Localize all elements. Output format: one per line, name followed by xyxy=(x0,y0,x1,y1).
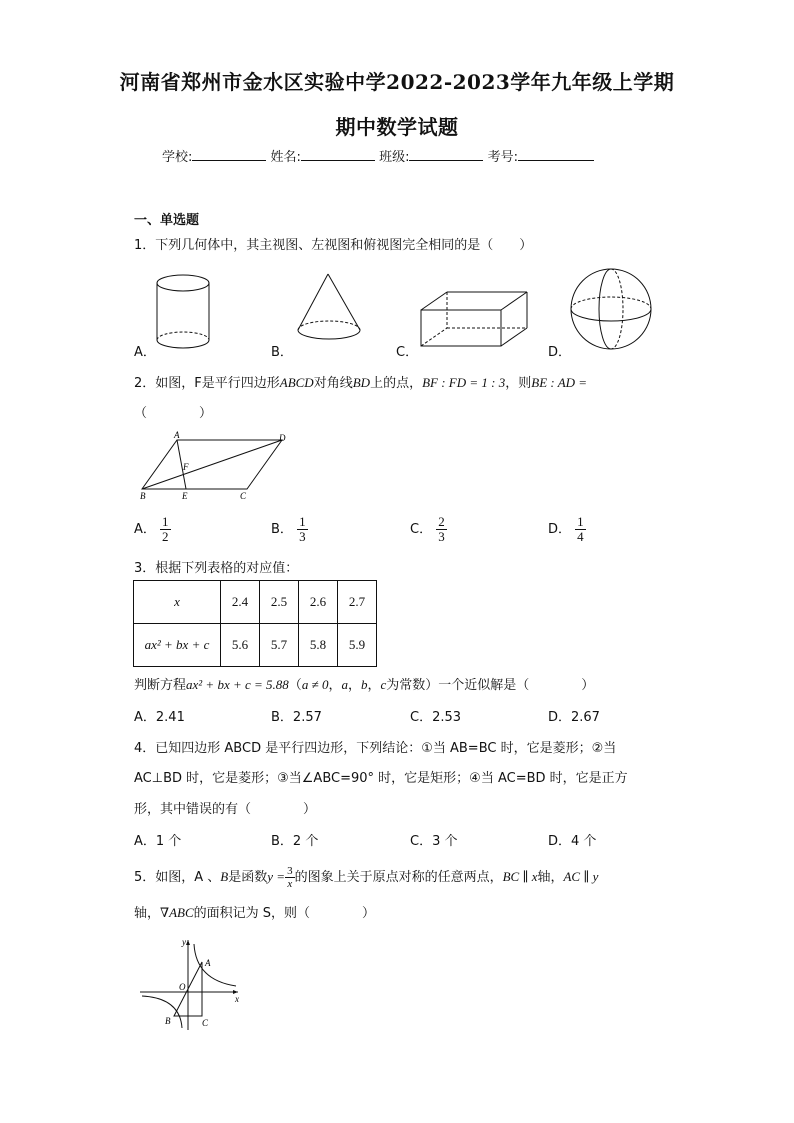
q2-stem-c: 上的点， xyxy=(370,376,423,391)
q3-cond: a ≠ 0 xyxy=(301,677,329,692)
q3-var-c: c xyxy=(380,677,387,692)
q3-judge-b: （ xyxy=(288,678,302,693)
q4-line1: 4．已知四边形 ABCD 是平行四边形，下列结论：①当 AB=BC 时，它是菱形；②当 xyxy=(134,741,617,756)
table-cell: 2.5 xyxy=(260,581,299,624)
q3-judge-a: 判断方程 xyxy=(134,678,187,693)
q2-stem-b: 对角线 xyxy=(313,376,353,391)
q3-judge-d: 为常数）一个近似解是（ ） xyxy=(386,678,595,693)
q3-var-a: a xyxy=(341,677,348,692)
school-label: 学校: xyxy=(162,150,193,165)
q2-option-b[interactable] xyxy=(271,515,308,544)
q5-label-c: C xyxy=(202,1018,209,1028)
table-cell: 5.7 xyxy=(260,624,299,667)
q3-judge xyxy=(134,674,594,693)
q3-sep: ， xyxy=(367,678,381,693)
fraction-denominator: 2 xyxy=(162,529,169,544)
fraction-numerator: 1 xyxy=(577,514,584,529)
q5-stem xyxy=(134,865,598,890)
q5-axis-word: 轴， xyxy=(537,870,564,885)
fraction-denominator: 3 xyxy=(438,529,445,544)
table-cell: 5.9 xyxy=(338,624,377,667)
q2-option-c[interactable] xyxy=(410,515,447,544)
q5-function-fraction xyxy=(285,865,295,890)
q3-equation: ax² + bx + c = 5.88 xyxy=(186,677,289,692)
q2-label-e: E xyxy=(182,491,188,501)
q5-triangle: ∇ABC xyxy=(160,905,194,920)
q5-label-y: y xyxy=(182,937,186,947)
table-cell: 2.4 xyxy=(221,581,260,624)
q2-label-f: F xyxy=(183,462,189,472)
q2-option-d[interactable] xyxy=(548,515,586,544)
class-blank[interactable] xyxy=(409,148,483,161)
q2-ratio: BF : FD = 1 : 3 xyxy=(422,375,506,390)
q2-stem-d: ，则 xyxy=(505,376,532,391)
section-heading: 一、单选题 xyxy=(134,213,200,228)
q2-stem-a: 2．如图，F是平行四边形 xyxy=(134,376,280,391)
q5-label-o: O xyxy=(179,982,186,992)
q5-bc-parallel: BC ∥ x xyxy=(502,869,538,884)
q5-line2-a: 轴， xyxy=(134,906,161,921)
table-cell: 2.7 xyxy=(338,581,377,624)
fraction-numerator: 1 xyxy=(162,514,169,529)
q1-stem: 1．下列几何体中，其主视图、左视图和俯视图完全相同的是（ ） xyxy=(134,238,533,253)
q4-option-b[interactable]: B．2 个 xyxy=(271,834,319,849)
q5-function-lhs: y = xyxy=(267,869,286,884)
q1-option-a[interactable]: A． xyxy=(134,345,156,360)
table-row xyxy=(134,581,377,624)
q2-option-b-letter: B． xyxy=(271,522,293,537)
q5-stem-c: 的图象上关于原点对称的任意两点， xyxy=(294,870,503,885)
q3-sep: ， xyxy=(328,678,342,693)
table-row xyxy=(134,624,377,667)
q4-option-d[interactable]: D．4 个 xyxy=(548,834,597,849)
q2-label-b: B xyxy=(140,491,146,501)
q2-option-c-fraction xyxy=(436,515,447,544)
sphere-icon xyxy=(568,266,658,356)
q5-line2-b: 的面积记为 S，则（ ） xyxy=(193,906,376,921)
parallelogram-figure xyxy=(136,430,296,502)
cuboid-icon xyxy=(418,288,533,353)
q2-label-d: D xyxy=(279,433,286,443)
q3-option-c[interactable]: C．2.53 xyxy=(410,710,462,725)
q3-option-a[interactable]: A．2.41 xyxy=(134,710,185,725)
q3-sep: ， xyxy=(347,678,361,693)
table-cell: 5.8 xyxy=(299,624,338,667)
q5-stem-b: 是函数 xyxy=(228,870,268,885)
q5-line2 xyxy=(134,902,375,921)
q2-bd: BD xyxy=(352,375,371,390)
q2-ask: BE : AD = xyxy=(531,375,588,390)
q3-option-d[interactable]: D．2.67 xyxy=(548,710,600,725)
table-cell-header: x xyxy=(134,581,221,624)
q2-abcd: ABCD xyxy=(279,375,314,390)
q2-paren: （ ） xyxy=(134,406,213,421)
q1-option-b[interactable]: B． xyxy=(271,345,293,360)
table-cell: 5.6 xyxy=(221,624,260,667)
page-title-line1: 河南省郑州市金水区实验中学2022-2023学年九年级上学期 xyxy=(119,70,675,94)
q3-stem: 3．根据下列表格的对应值： xyxy=(134,561,299,576)
q2-label-c: C xyxy=(240,491,247,501)
name-blank[interactable] xyxy=(301,148,375,161)
q2-option-a[interactable] xyxy=(134,515,171,544)
q2-option-a-letter: A． xyxy=(134,522,156,537)
q2-option-a-fraction xyxy=(160,515,171,544)
q5-stem-a: 5．如图，A 、 xyxy=(134,870,221,885)
q3-value-table xyxy=(133,580,377,667)
hyperbola-figure xyxy=(136,936,248,1032)
school-blank[interactable] xyxy=(192,148,266,161)
q1-option-d[interactable]: D． xyxy=(548,345,572,360)
fraction-numerator: 2 xyxy=(438,514,445,529)
q5-label-x: x xyxy=(235,994,239,1004)
q2-stem xyxy=(134,372,587,391)
fraction-denominator: 4 xyxy=(577,529,584,544)
name-label: 姓名: xyxy=(270,150,301,165)
q5-label-b: B xyxy=(165,1016,171,1026)
info-fields xyxy=(162,146,594,165)
q2-option-d-fraction xyxy=(575,515,586,544)
class-label: 班级: xyxy=(379,150,410,165)
exam-number-blank[interactable] xyxy=(518,148,594,161)
q4-option-a[interactable]: A．1 个 xyxy=(134,834,182,849)
cylinder-icon xyxy=(150,268,220,358)
table-cell: 2.6 xyxy=(299,581,338,624)
q4-option-c[interactable]: C．3 个 xyxy=(410,834,458,849)
table-cell-header: ax² + bx + c xyxy=(134,624,221,667)
q2-option-b-fraction xyxy=(297,515,308,544)
q1-option-c[interactable]: C． xyxy=(396,345,419,360)
q3-var-b: b xyxy=(360,677,368,692)
fraction-numerator: 3 xyxy=(287,865,293,877)
page-title-line2: 期中数学试题 xyxy=(335,115,459,139)
q2-option-d-letter: D． xyxy=(548,522,572,537)
q4-line2: AC⊥BD 时，它是菱形；③当∠ABC=90° 时，它是矩形；④当 AC=BD 时，它是正方 xyxy=(134,771,628,786)
q4-line3: 形，其中错误的有（ ） xyxy=(134,802,317,817)
fraction-numerator: 1 xyxy=(299,514,306,529)
q5-var-b: B xyxy=(220,869,229,884)
fraction-denominator: 3 xyxy=(299,529,306,544)
q2-label-a: A xyxy=(174,430,180,440)
q3-option-b[interactable]: B．2.57 xyxy=(271,710,322,725)
q2-option-c-letter: C． xyxy=(410,522,433,537)
q5-ac-parallel: AC ∥ y xyxy=(563,869,599,884)
exam-number-label: 考号: xyxy=(487,150,518,165)
cone-icon xyxy=(292,268,372,358)
fraction-denominator: x xyxy=(287,878,293,890)
q5-label-a: A xyxy=(205,958,211,968)
